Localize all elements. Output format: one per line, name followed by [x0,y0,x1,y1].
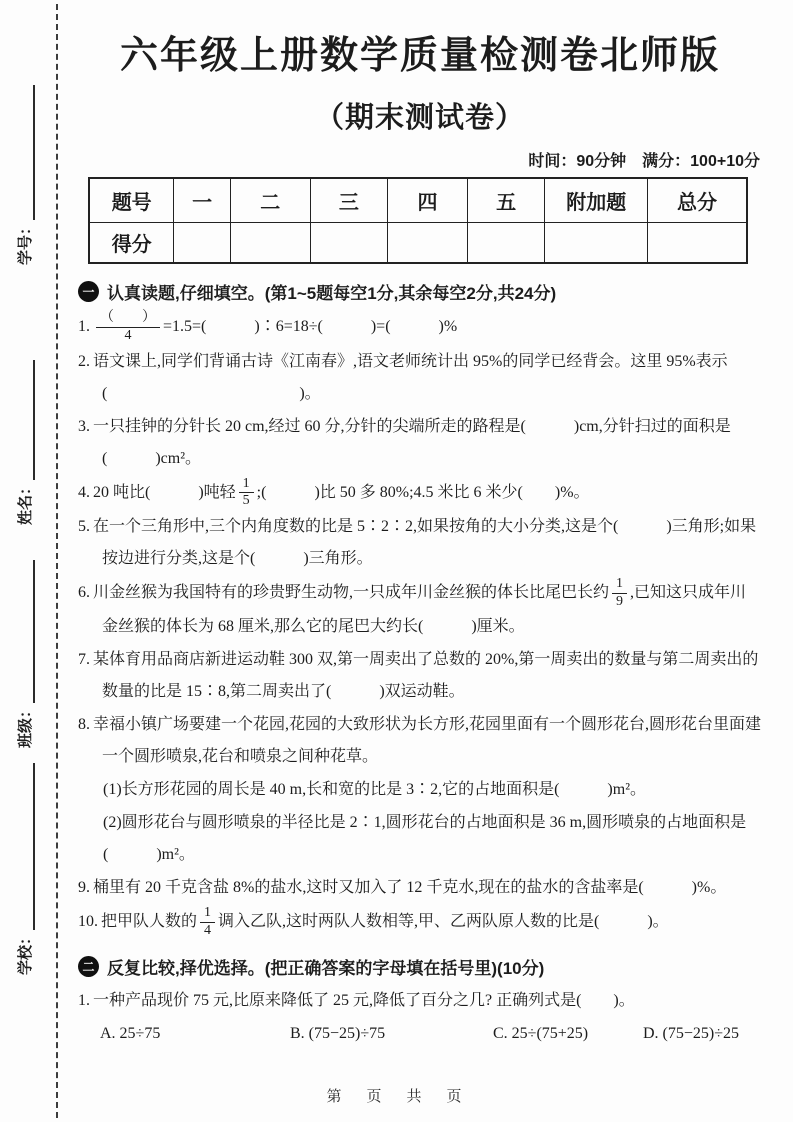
question-9 [78,872,762,904]
exam-time-score-info: 时间：90分钟 满分：100+10分 [528,153,760,170]
question-5-number: 5. [78,518,90,536]
main-content [78,0,762,1050]
question-5 [78,511,762,575]
score-cell-empty [648,223,747,264]
margin-field-student-number [14,85,35,265]
question-4-text-post: ;( )比 50 多 80%;4.5 米比 6 米少( )%。 [256,483,590,501]
margin-field-school [14,763,35,975]
question-5-text: 在一个三角形中,三个内角度数的比是 5∶2∶2,如果按角的大小分类,这是个( )三角形;如果按边进行分类,这是个( )三角形。 [93,518,757,568]
choice-question-1-options [78,1018,762,1050]
question-7-text: 某体育用品商店新进运动鞋 300 双,第一周卖出了总数的 20%,第一周卖出的数量与第二周卖出的数量的比是 15∶8,第二周卖出了( )双运动鞋。 [93,650,759,700]
student-number-fill-line [17,85,35,220]
score-row-label: 得分 [89,223,174,264]
section-2-questions [78,985,762,1050]
question-8-sub-2: (2)圆形花台与圆形喷泉的半径比是 2∶1,圆形花台的占地面积是 36 m,圆形喷泉的占地面积是( )m²。 [103,813,747,863]
question-8 [78,709,762,773]
question-10-number: 10. [78,912,98,930]
school-label: 学校： [17,929,34,975]
score-table-header-cell: 一 [174,178,231,223]
class-label: 班级： [17,702,34,748]
score-cell-empty [467,223,545,264]
section-2-number-badge: 二 [78,956,99,977]
margin-field-class [14,560,35,748]
student-number-label: 学号： [17,219,34,265]
score-table-header-cell: 五 [467,178,545,223]
fraction-blank-over-4: $\frac{( )}{4}$ [96,310,160,345]
choice-question-1 [78,985,762,1017]
score-table-header-cell: 二 [230,178,310,223]
question-3 [78,411,762,475]
school-fill-line [17,763,35,930]
question-10-text-pre: 把甲队人数的 [101,912,198,930]
score-table-header-cell: 总分 [648,178,747,223]
question-8-text: 幸福小镇广场要建一个花园,花园的大致形状为长方形,花园里面有一个圆形花台,圆形花台里面建一个圆形喷泉,花台和喷泉之间种花草。 [93,715,762,765]
choice-question-1-number: 1. [78,992,90,1010]
question-6-text-pre: 川金丝猴为我国特有的珍贵野生动物,一只成年川金丝猴的体长比尾巴长约 [93,584,610,602]
section-1-title: 认真读题,仔细填空。(第1~5题每空1分,其余每空2分,共24分) [107,284,557,303]
question-1-number: 1. [78,317,90,335]
question-4 [78,476,762,511]
question-4-text-pre: 20 吨比( )吨轻 [93,483,236,501]
section-2-header [78,954,762,979]
name-label: 姓名： [17,479,34,525]
option-c: C. 25÷(75+25) [493,1025,589,1043]
choice-question-1-text: 一种产品现价 75 元,比原来降低了 25 元,降低了百分之几? 正确列式是( )。 [93,992,635,1010]
fraction-1-4: $\frac{1}{4}$ [200,905,215,940]
question-3-text: 一只挂钟的分针长 20 cm,经过 60 分,分针的尖端所走的路程是( )cm,分针扫过的面积是( )cm²。 [93,417,731,467]
question-1-text: =1.5=( )∶6=18÷( )=( )% [163,317,458,335]
question-7-number: 7. [78,650,90,668]
score-table-header-cell: 题号 [89,178,174,223]
question-9-text: 桶里有 20 千克含盐 8%的盐水,这时又加入了 12 千克水,现在的盐水的含盐率是( )%。 [93,878,727,896]
seal-dashed-line [56,4,58,1118]
question-2-number: 2. [78,352,90,370]
question-2 [78,346,762,410]
fraction-1-9: $\frac{1}{9}$ [612,576,627,611]
question-10-text-post: 调入乙队,这时两队人数相等,甲、乙两队原人数的比是( )。 [218,912,669,930]
score-table [88,177,748,264]
question-6 [78,576,762,643]
score-table-header-cell: 四 [388,178,468,223]
score-table-header-cell: 附加题 [545,178,648,223]
question-7 [78,644,762,708]
fraction-1-5: $\frac{1}{5}$ [239,476,254,511]
score-table-header-row [89,178,747,223]
option-a: A. 25÷75 [100,1025,161,1043]
section-1-number-badge: 一 [78,281,99,302]
section-1-header [78,279,762,304]
option-d: D. (75−25)÷25 [643,1025,740,1043]
question-8-sub-1: (1)长方形花园的周长是 40 m,长和宽的比是 3∶2,它的占地面积是( )m²。 [103,780,647,798]
class-fill-line [17,560,35,703]
score-cell-empty [174,223,231,264]
section-2-title: 反复比较,择优选择。(把正确答案的字母填在括号里)(10分) [107,959,545,979]
page-title: 六年级上册数学质量检测卷北师版 [119,35,720,77]
question-1 [78,310,762,345]
score-table-score-row [89,223,747,264]
margin-field-name [14,360,35,525]
option-b: B. (75−25)÷75 [290,1025,386,1043]
section-1-questions [78,310,762,939]
question-6-number: 6. [78,584,90,602]
question-3-number: 3. [78,417,90,435]
score-table-header-cell: 三 [310,178,388,223]
score-cell-empty [230,223,310,264]
question-8-number: 8. [78,715,90,733]
question-2-text: 语文课上,同学们背诵古诗《江南春》,语文老师统计出 95%的同学已经背会。这里 95%表示( )。 [93,352,728,402]
score-cell-empty [310,223,388,264]
name-fill-line [17,360,35,480]
question-6-text-post: ,已知这只成年川金丝猴的体长为 68 厘米,那么它的尾巴大约长( )厘米。 [102,584,747,635]
question-4-number: 4. [78,483,90,501]
page-footer: 第 页 共 页 [326,1088,467,1105]
score-cell-empty [388,223,468,264]
page-subtitle: （期末测试卷） [314,102,525,134]
question-9-number: 9. [78,878,90,896]
question-10 [78,905,762,940]
score-cell-empty [545,223,648,264]
